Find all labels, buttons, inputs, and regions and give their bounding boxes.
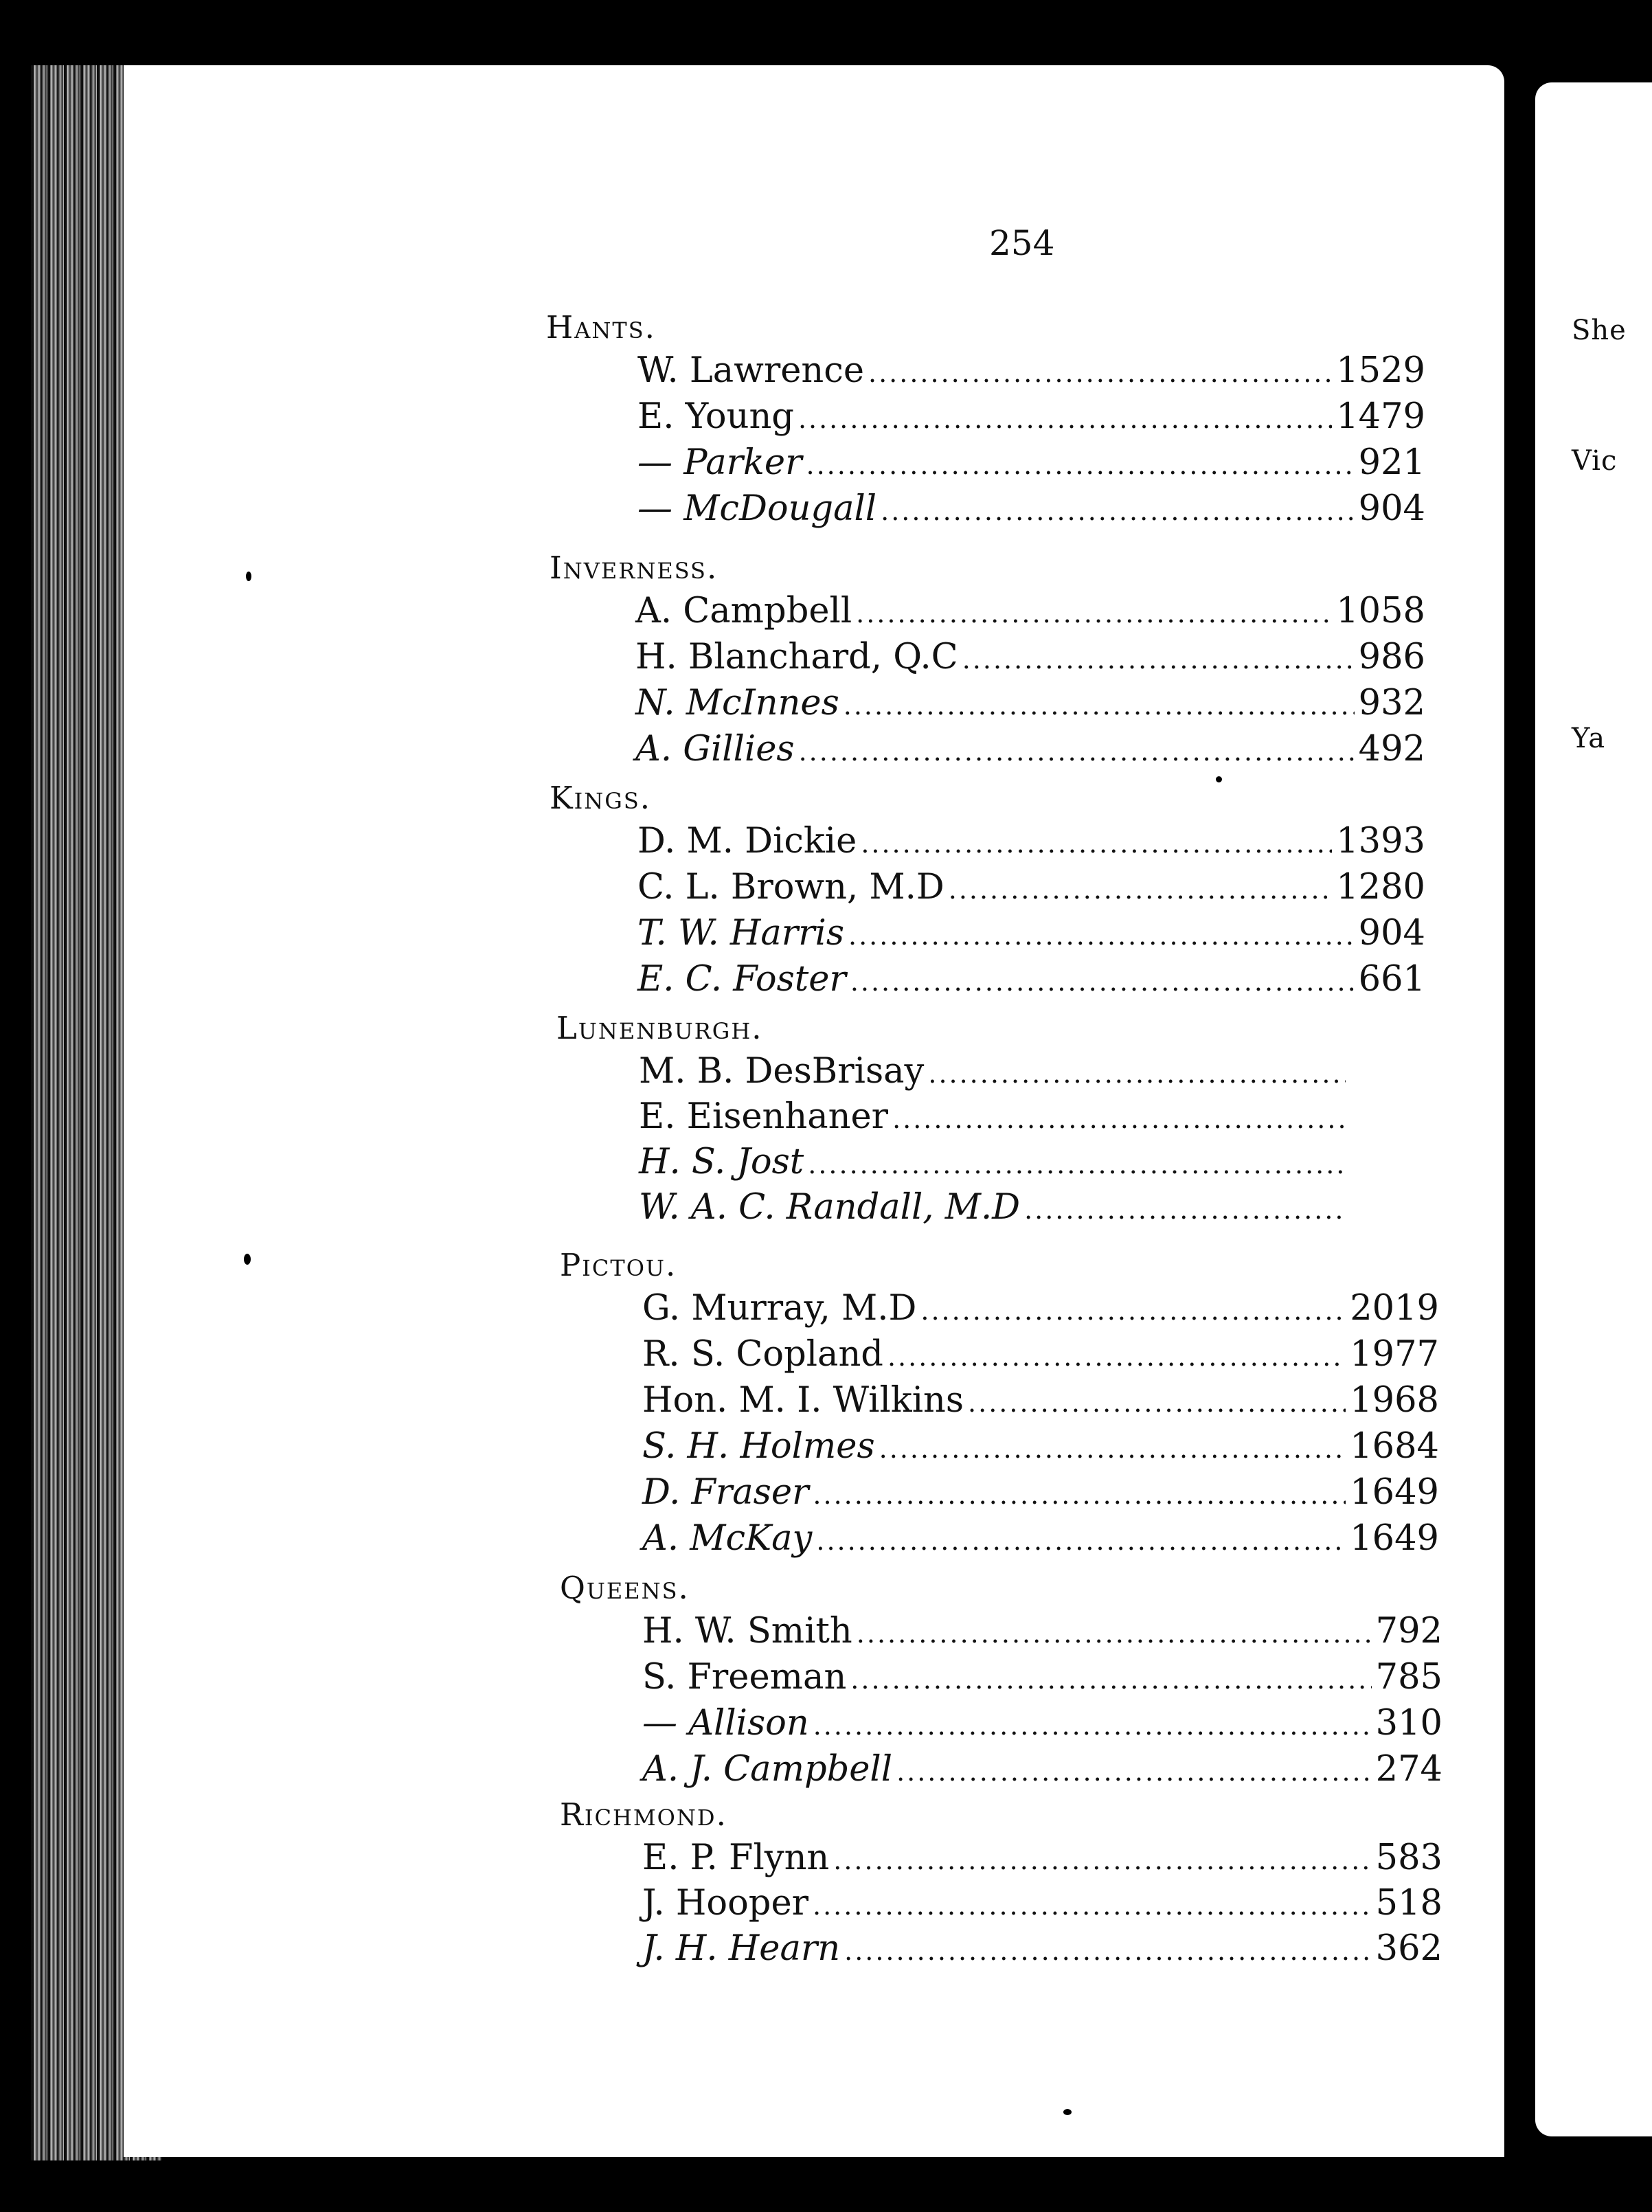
dot-leader (881, 496, 1355, 526)
candidate-name: W. Lawrence (637, 350, 865, 391)
dot-leader (962, 644, 1355, 675)
candidate-name: — Allison (642, 1703, 809, 1743)
vote-count: 1977 (1350, 1334, 1439, 1375)
vote-count: 362 (1375, 1928, 1442, 1969)
candidate-row (642, 1838, 1442, 1880)
candidate-row (642, 1703, 1442, 1746)
candidate-name: S. Freeman (642, 1657, 847, 1697)
candidate-name: W. A. C. Randall, M.D (639, 1187, 1021, 1228)
candidate-name: E. Young (637, 396, 794, 437)
vote-count: 1529 (1336, 350, 1425, 391)
facing-page-word: Ya (1572, 723, 1606, 754)
candidate-row (642, 1426, 1439, 1469)
vote-count: 518 (1375, 1883, 1442, 1923)
vote-count: 310 (1375, 1703, 1442, 1743)
candidate-row (642, 1380, 1439, 1423)
candidate-name: S. H. Holmes (642, 1426, 875, 1467)
candidate-name: H. S. Jost (639, 1142, 804, 1182)
candidate-row (637, 821, 1425, 864)
candidate-name: — McDougall (637, 488, 877, 529)
facing-page-edge (1535, 82, 1652, 2136)
dot-leader (857, 1618, 1372, 1649)
county-heading: Kings. (550, 780, 652, 816)
candidate-row (635, 729, 1425, 771)
candidate-name: A. J. Campbell (642, 1749, 893, 1790)
vote-count: 1968 (1350, 1380, 1439, 1421)
candidate-row (642, 1928, 1442, 1971)
candidate-row (637, 488, 1425, 531)
vote-count: 1393 (1336, 821, 1425, 861)
candidate-name: N. McInnes (635, 683, 839, 723)
scan-speck (246, 572, 251, 581)
dot-leader (879, 1434, 1346, 1464)
vote-count: 492 (1358, 729, 1425, 769)
county-heading: Hants. (546, 309, 656, 346)
candidate-row (639, 1142, 1350, 1184)
dot-leader (813, 1480, 1346, 1510)
dot-leader (844, 690, 1355, 721)
scan-speck (1063, 2109, 1072, 2115)
candidate-name: E. P. Flynn (642, 1838, 830, 1878)
candidate-name: C. L. Brown, M.D (637, 867, 944, 907)
dot-leader (806, 450, 1355, 480)
candidate-row (635, 591, 1425, 633)
dot-leader (816, 1526, 1346, 1556)
dot-leader (808, 1149, 1346, 1180)
candidate-name: — Parker (637, 442, 802, 483)
dot-leader (798, 404, 1332, 434)
candidate-name: H. W. Smith (642, 1611, 852, 1651)
candidate-row (642, 1334, 1439, 1377)
candidate-row (637, 396, 1425, 439)
candidate-name: D. M. Dickie (637, 821, 857, 861)
county-heading: Lunenburgh. (556, 1010, 763, 1046)
vote-count: 661 (1358, 959, 1425, 1000)
vote-count: 583 (1375, 1838, 1442, 1878)
dot-leader (848, 921, 1355, 951)
candidate-row (642, 1657, 1442, 1700)
candidate-name: A. Gillies (635, 729, 795, 769)
vote-count: 1649 (1350, 1472, 1439, 1513)
candidate-row (635, 637, 1425, 679)
dot-leader (861, 828, 1332, 859)
dot-leader (949, 874, 1332, 905)
dot-leader (968, 1388, 1346, 1418)
dot-leader (856, 598, 1332, 629)
candidate-name: D. Fraser (642, 1472, 809, 1513)
candidate-name: G. Murray, M.D (642, 1288, 917, 1329)
candidate-name: R. S. Copland (642, 1334, 883, 1375)
candidate-name: J. H. Hearn (642, 1928, 841, 1969)
vote-count: 785 (1375, 1657, 1442, 1697)
candidate-name: M. B. DesBrisay (639, 1051, 925, 1092)
dot-leader (844, 1936, 1372, 1966)
dot-leader (813, 1891, 1372, 1921)
facing-page-word: Vic (1572, 445, 1618, 477)
dot-leader (928, 1059, 1346, 1089)
dot-leader (850, 967, 1355, 997)
scan-speck (244, 1254, 251, 1265)
vote-count: 1479 (1336, 396, 1425, 437)
dot-leader (896, 1757, 1372, 1787)
dot-leader (813, 1711, 1372, 1741)
facing-page-word: She (1572, 315, 1627, 346)
candidate-row (637, 442, 1425, 485)
vote-count: 986 (1358, 637, 1425, 677)
county-heading: Richmond. (560, 1796, 727, 1833)
candidate-row (642, 1472, 1439, 1515)
candidate-row (642, 1518, 1439, 1561)
county-heading: Inverness. (550, 550, 718, 586)
candidate-row (637, 867, 1425, 910)
candidate-row (637, 959, 1425, 1002)
dot-leader (850, 1664, 1371, 1695)
vote-count: 921 (1358, 442, 1425, 483)
scan-speck (1216, 776, 1222, 782)
candidate-row (642, 1288, 1439, 1331)
candidate-name: Hon. M. I. Wilkins (642, 1380, 964, 1421)
candidate-name: E. Eisenhaner (639, 1096, 889, 1137)
county-heading: Queens. (560, 1570, 690, 1606)
candidate-row (637, 350, 1425, 393)
candidate-row (637, 913, 1425, 956)
vote-count: 792 (1375, 1611, 1442, 1651)
vote-count: 1058 (1336, 591, 1425, 631)
dot-leader (799, 736, 1355, 767)
vote-count: 274 (1375, 1749, 1442, 1790)
page-number: 254 (989, 223, 1055, 263)
dot-leader (887, 1342, 1346, 1372)
candidate-name: H. Blanchard, Q.C (635, 637, 958, 677)
vote-count: 932 (1358, 683, 1425, 723)
candidate-row (642, 1749, 1442, 1792)
candidate-row (639, 1096, 1350, 1139)
candidate-name: T. W. Harris (637, 913, 844, 953)
dot-leader (833, 1845, 1371, 1875)
candidate-row (635, 683, 1425, 725)
dot-leader (868, 358, 1332, 388)
candidate-row (639, 1051, 1350, 1094)
vote-count: 1280 (1336, 867, 1425, 907)
vote-count: 1649 (1350, 1518, 1439, 1559)
county-heading: Pictou. (560, 1247, 677, 1283)
vote-count: 2019 (1350, 1288, 1439, 1329)
candidate-row (642, 1883, 1442, 1926)
candidate-name: J. Hooper (642, 1883, 809, 1923)
candidate-name: E. C. Foster (637, 959, 846, 1000)
candidate-name: A. McKay (642, 1518, 813, 1559)
vote-count: 904 (1358, 488, 1425, 529)
candidate-name: A. Campbell (635, 591, 852, 631)
dot-leader (920, 1296, 1346, 1326)
vote-count: 1684 (1350, 1426, 1439, 1467)
dot-leader (892, 1104, 1346, 1134)
dot-leader (1024, 1195, 1346, 1225)
candidate-row (642, 1611, 1442, 1654)
vote-count: 904 (1358, 913, 1425, 953)
candidate-row (639, 1187, 1350, 1230)
